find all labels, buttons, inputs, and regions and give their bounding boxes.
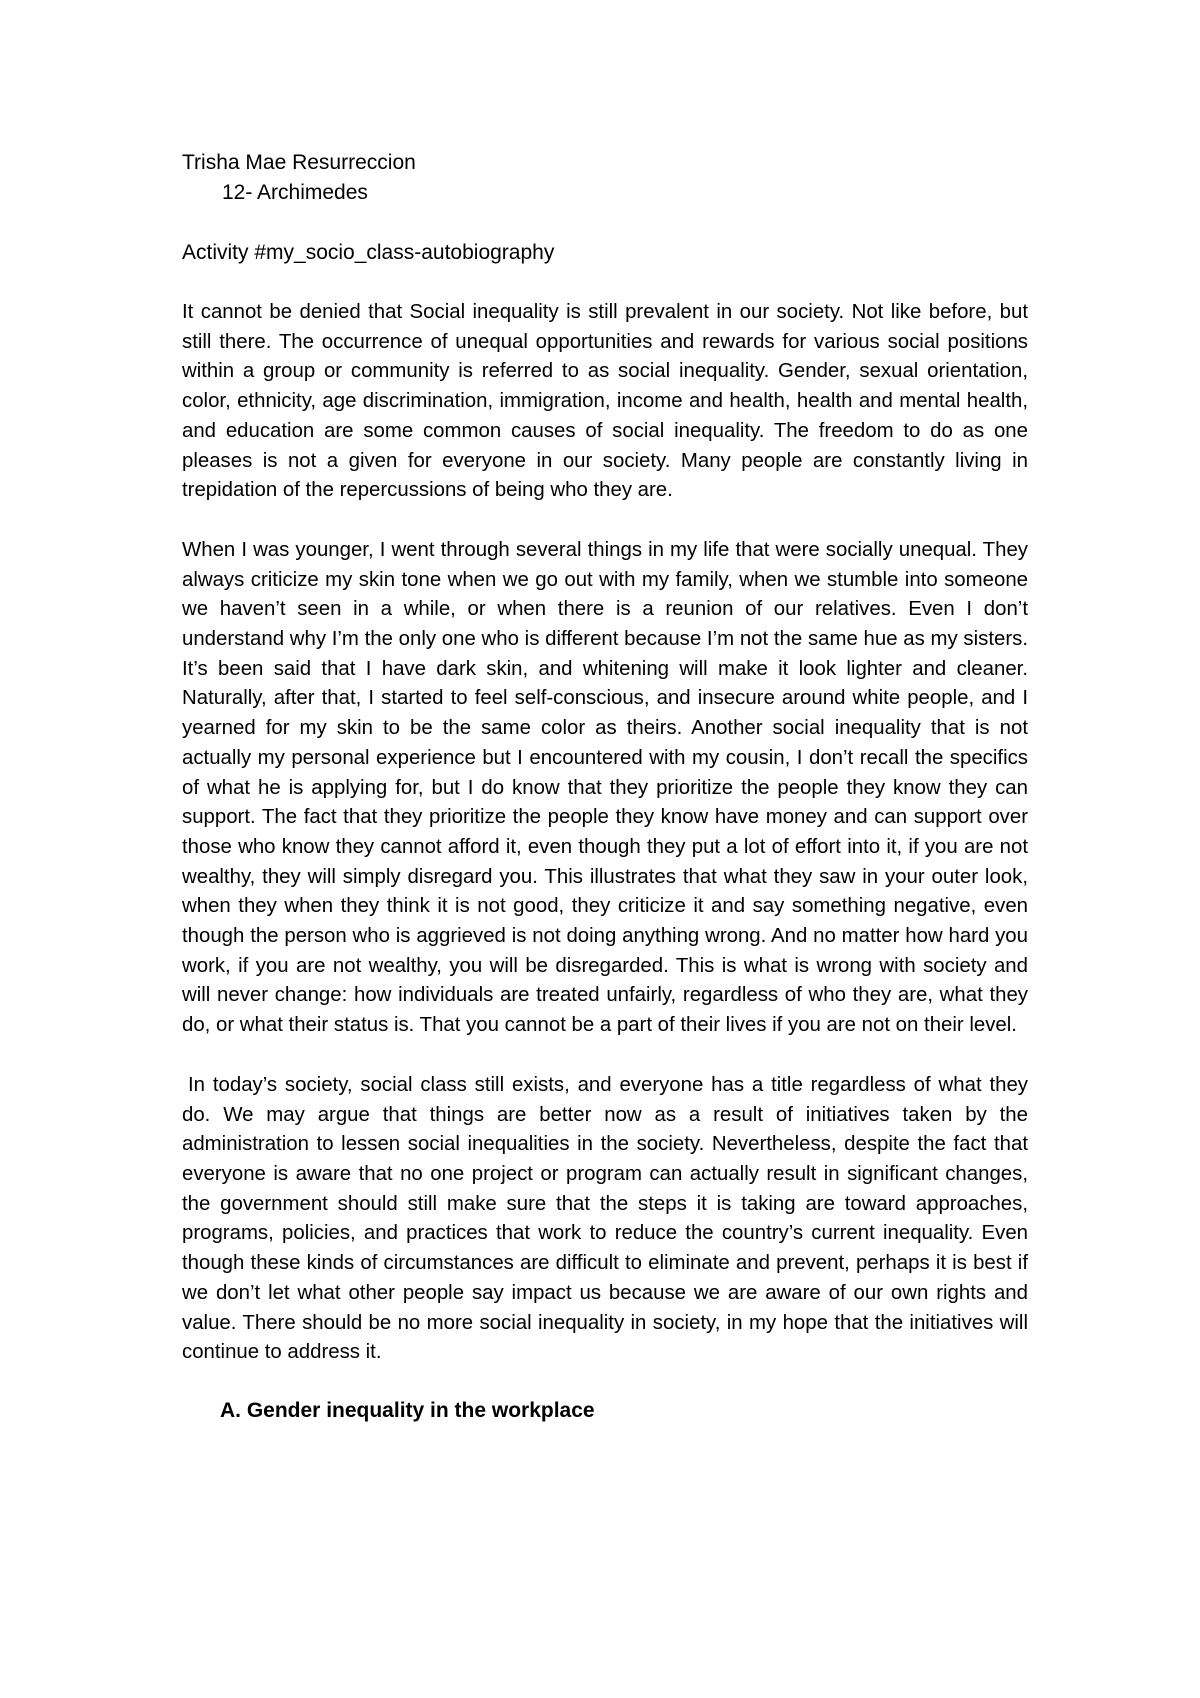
paragraph-intro: It cannot be denied that Social inequality is still prevalent in our society. Not like before, but still there. The occurrence of unequal opportunities and rewards for various social positions within a group or community is referred to as social inequality. Gender, sexual orientation, color, ethnicity, age discrimination, immigration, income and health, health and mental health, and education are some common causes of social inequality. The freedom to do as one pleases is not a given for everyone in our society. Many people are constantly living in trepidation of the repercussions of being who they are. [182,301,1028,502]
class-section: 12- Archimedes [222,181,368,204]
paragraph-experience: When I was younger, I went through several things in my life that were socially unequal. They always criticize my skin tone when we go out with my family, when we stumble into someone we haven’t seen in a while, or when there is a reunion of our relatives. Even I don’t understand why I’m the only one who is different because I’m not the same hue as my sisters. It’s been said that I have dark skin, and whitening will make it look lighter and cleaner. Naturally, after that, I started to feel self-conscious, and insecure around white people, and I yearned for my skin to be the same color as theirs. Another social inequality that is not actually my personal experience but I encountered with my cousin, I don’t recall the specifics of what he is applying for, but I do know that they prioritize the people they know they can support. The fact that they prioritize the people they know have money and can support over those who know they cannot afford it, even though they put a lot of effort into it, if you are not wealthy, they will simply disregard you. This illustrates that what they saw in your outer look, when they when they think it is not good, they criticize it and say something negative, even though the person who is aggrieved is not doing anything wrong. And no matter how hard you work, if you are not wealthy, you will be disregarded. This is what is wrong with society and will never change: how individuals are treated unfairly, regardless of who they are, what they do, or what their status is. That you cannot be a part of their lives if you are not on their level. [182,538,1028,1037]
author-name: Trisha Mae Resurreccion [182,151,416,174]
paragraph-conclusion: In today’s society, social class still exists, and everyone has a title regardless of what they do. We may argue that things are better now as a result of initiatives taken by the administration to lessen social inequalities in the society. Nevertheless, despite the fact that everyone is aware that no one project or program can actually result in significant changes, the government should still make sure that the steps it is taking are toward approaches, programs, policies, and practices that work to reduce the country’s current inequality. Even though these kinds of circumstances are difficult to eliminate and prevent, perhaps it is best if we don’t let what other people say impact us because we are aware of our own rights and value. There should be no more social inequality in society, in my hope that the initiatives will continue to address it. [182,1073,1028,1364]
section-subheading: A. Gender inequality in the workplace [220,1398,595,1422]
activity-title: Activity #my_socio_class-autobiography [182,241,555,264]
document-page [182,148,1028,1426]
